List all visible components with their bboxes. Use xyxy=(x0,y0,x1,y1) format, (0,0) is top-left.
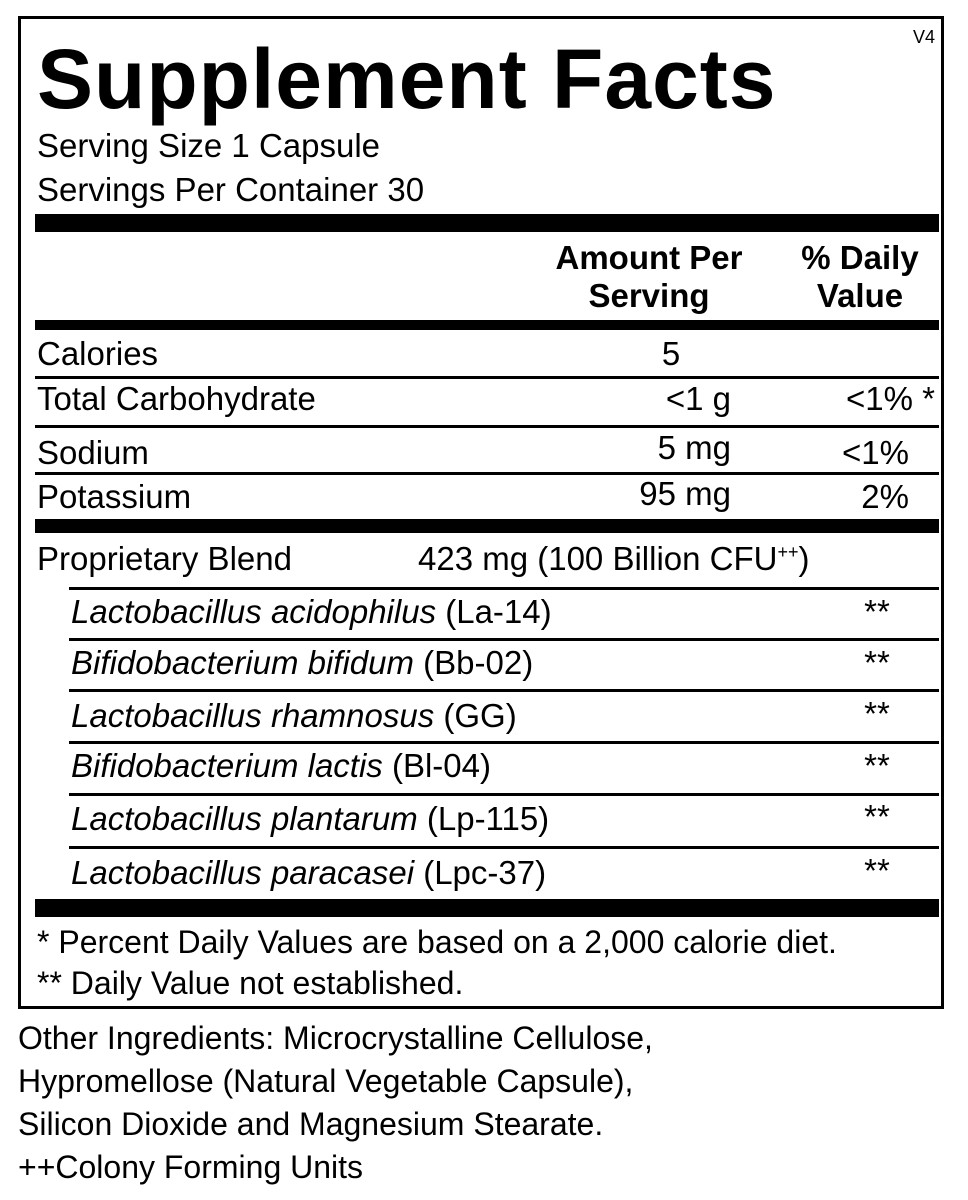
header-dv-line2: Value xyxy=(816,277,904,314)
other-ingredients-line: Silicon Dioxide and Magnesium Stearate. xyxy=(18,1106,604,1142)
strain-species: Lactobacillus plantarum xyxy=(71,800,418,837)
row-divider xyxy=(69,638,939,641)
row-divider xyxy=(35,376,939,379)
header-daily-value xyxy=(785,239,935,315)
strain-species: Lactobacillus rhamnosus xyxy=(71,697,435,734)
thick-divider xyxy=(35,519,939,533)
thick-divider xyxy=(35,899,939,917)
strain-species: Bifidobacterium lactis xyxy=(71,747,383,784)
strain-daily-value: ** xyxy=(864,798,890,835)
thick-divider xyxy=(35,214,939,232)
nutrient-amount: <1 g xyxy=(665,380,731,417)
strain-code: (Lp-115) xyxy=(417,800,550,837)
strain-species: Lactobacillus paracasei xyxy=(71,854,415,891)
nutrient-name: Potassium xyxy=(37,478,192,515)
footnote-dv-not-established: ** Daily Value not established. xyxy=(37,965,464,1001)
header-dv-line1: % Daily xyxy=(801,239,919,276)
strain-row xyxy=(71,802,549,835)
strain-daily-value: ** xyxy=(864,852,890,889)
nutrient-amount: 5 mg xyxy=(657,429,731,466)
strain-species: Lactobacillus acidophilus xyxy=(71,593,437,630)
nutrient-amount: 5 xyxy=(661,335,681,372)
version-code: V4 xyxy=(912,27,935,47)
servings-per-container: Servings Per Container 30 xyxy=(37,171,425,208)
row-divider xyxy=(69,793,939,796)
strain-daily-value: ** xyxy=(864,644,890,681)
row-divider xyxy=(35,425,939,428)
cfu-footnote: ++Colony Forming Units xyxy=(18,1149,364,1185)
nutrient-daily-value: <1% xyxy=(842,434,909,471)
strain-row xyxy=(71,699,517,732)
strain-row xyxy=(71,646,533,679)
blend-amount-close: ) xyxy=(798,540,810,577)
row-divider xyxy=(69,587,939,590)
header-amount-line1: Amount Per xyxy=(555,239,743,276)
strain-daily-value: ** xyxy=(864,593,890,630)
strain-code: (La-14) xyxy=(436,593,552,630)
strain-row xyxy=(71,749,491,782)
nutrient-name: Calories xyxy=(37,335,159,372)
panel-title: Supplement Facts xyxy=(37,32,777,126)
nutrient-daily-value: <1% * xyxy=(846,380,935,417)
strain-code: (GG) xyxy=(434,697,517,734)
row-divider xyxy=(69,846,939,849)
strain-daily-value: ** xyxy=(864,747,890,784)
strain-code: (Lpc-37) xyxy=(414,854,547,891)
nutrient-name: Sodium xyxy=(37,434,149,471)
strain-row xyxy=(71,856,546,889)
row-divider xyxy=(69,741,939,744)
row-divider xyxy=(69,689,939,692)
strain-code: (Bl-04) xyxy=(382,747,491,784)
header-amount-per-serving xyxy=(531,239,767,315)
blend-name: Proprietary Blend xyxy=(37,540,292,577)
strain-row xyxy=(71,595,552,628)
footnote-percent-dv: * Percent Daily Values are based on a 2,000 calorie diet. xyxy=(37,924,837,960)
other-ingredients-line: Hypromellose (Natural Vegetable Capsule), xyxy=(18,1063,634,1099)
strain-code: (Bb-02) xyxy=(414,644,534,681)
strain-species: Bifidobacterium bifidum xyxy=(71,644,414,681)
blend-amount xyxy=(418,542,810,575)
strain-daily-value: ** xyxy=(864,695,890,732)
header-amount-line2: Serving xyxy=(588,277,710,314)
nutrient-name: Total Carbohydrate xyxy=(37,380,316,417)
row-divider xyxy=(35,472,939,475)
blend-amount-text: 423 mg (100 Billion CFU xyxy=(418,540,778,577)
medium-divider xyxy=(35,320,939,330)
other-ingredients-line: Other Ingredients: Microcrystalline Cellulose, xyxy=(18,1020,653,1056)
blend-amount-sup: ++ xyxy=(777,542,799,562)
nutrient-daily-value: 2% xyxy=(861,478,909,515)
nutrient-amount: 95 mg xyxy=(639,475,731,512)
supplement-facts-panel xyxy=(18,16,944,1009)
serving-size: Serving Size 1 Capsule xyxy=(37,127,381,164)
